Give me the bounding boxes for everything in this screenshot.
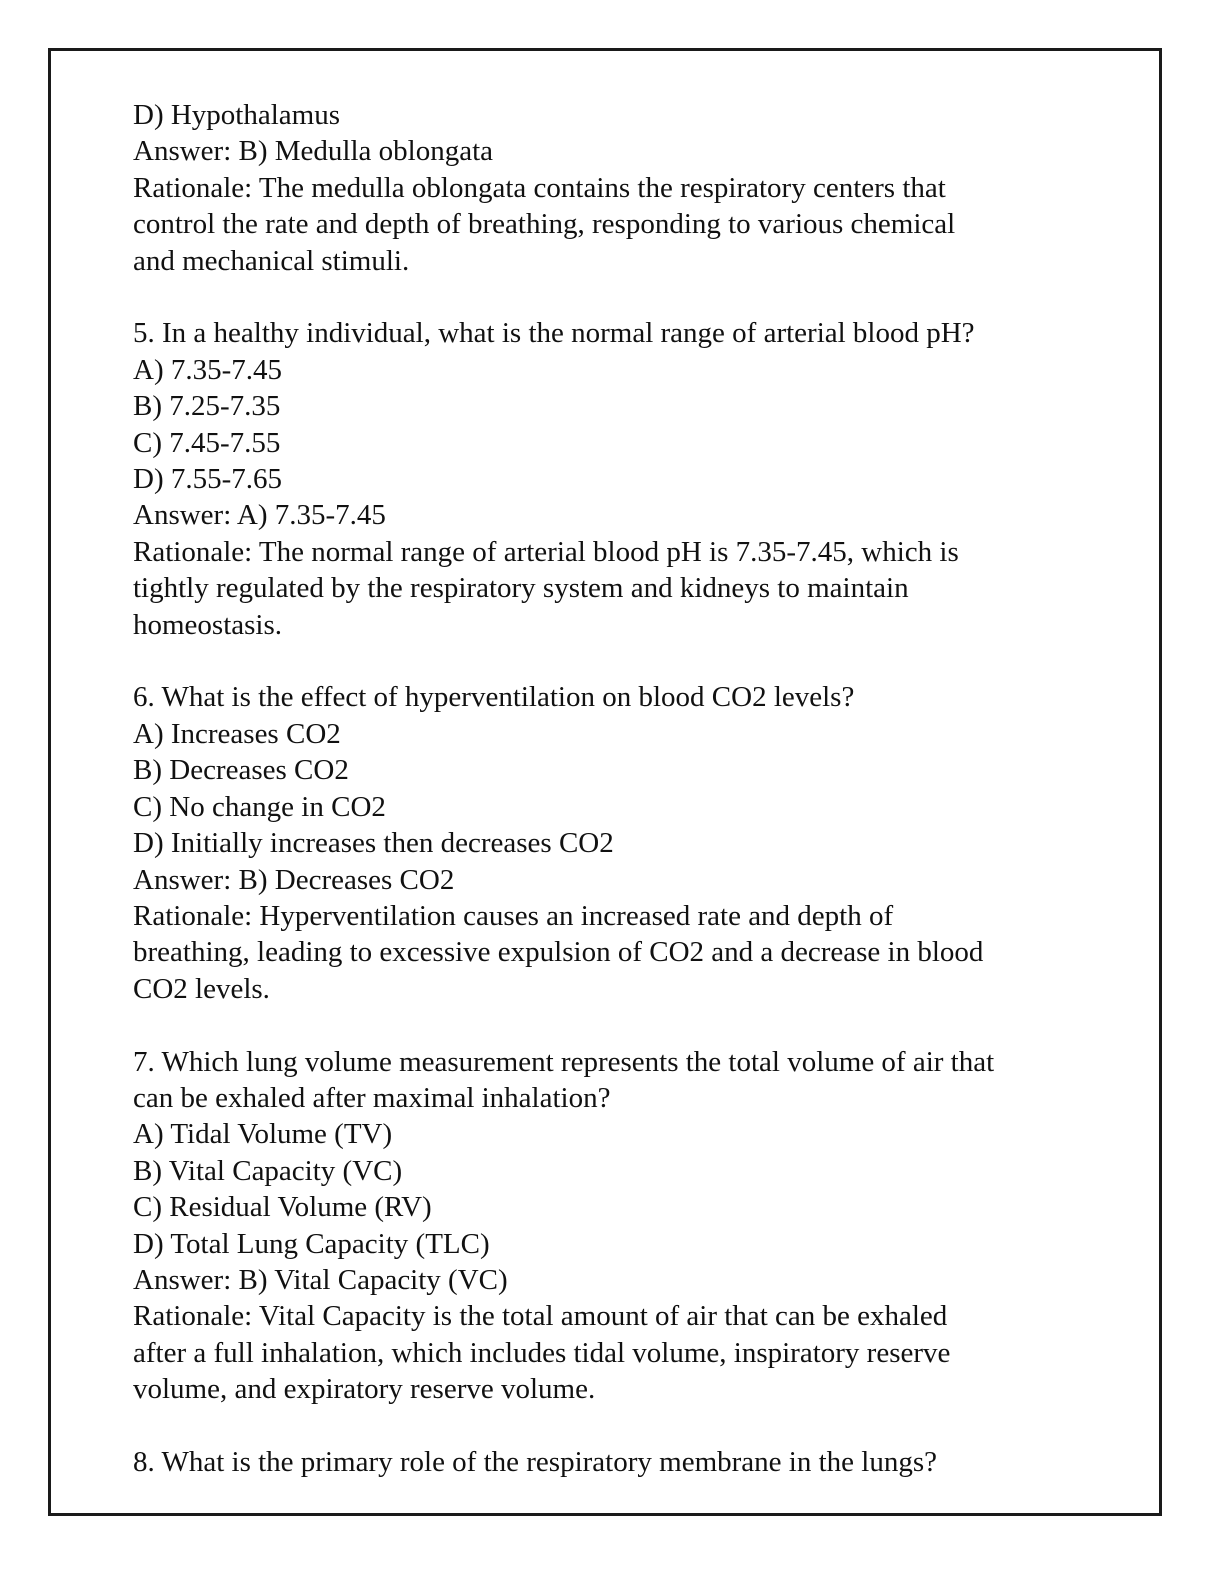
question-4-continuation [133, 97, 1093, 279]
rationale-line: tightly regulated by the respiratory system and kidneys to maintain [133, 572, 909, 605]
question-6 [133, 679, 1093, 1007]
rationale-line: Rationale: Vital Capacity is the total amount of air that can be exhaled [133, 1300, 948, 1333]
question-text: can be exhaled after maximal inhalation? [133, 1081, 611, 1114]
paragraph-gap [133, 1408, 1093, 1444]
answer: Answer: B) Vital Capacity (VC) [133, 1263, 508, 1296]
rationale-line: CO2 levels. [133, 972, 270, 1005]
document-body [133, 97, 1093, 1480]
rationale-line: breathing, leading to excessive expulsion of CO2 and a decrease in blood [133, 936, 984, 969]
rationale-line: Rationale: The normal range of arterial blood pH is 7.35-7.45, which is [133, 535, 959, 568]
paragraph-gap [133, 279, 1093, 315]
answer: Answer: A) 7.35-7.45 [133, 499, 386, 532]
rationale-line: control the rate and depth of breathing, responding to various chemical [133, 208, 956, 241]
question-8 [133, 1444, 1093, 1480]
rationale-line: after a full inhalation, which includes tidal volume, inspiratory reserve [133, 1336, 951, 1369]
option-c: C) No change in CO2 [133, 790, 386, 823]
rationale-line: homeostasis. [133, 608, 283, 641]
rationale-line: Rationale: The medulla oblongata contains the respiratory centers that [133, 171, 946, 204]
answer: Answer: B) Decreases CO2 [133, 863, 455, 896]
option-b: B) Decreases CO2 [133, 754, 349, 787]
answer: Answer: B) Medulla oblongata [133, 135, 494, 168]
question-text: 6. What is the effect of hyperventilation on blood CO2 levels? [133, 681, 855, 714]
option-a: A) 7.35-7.45 [133, 353, 283, 386]
paragraph-gap [133, 643, 1093, 679]
question-text: 5. In a healthy individual, what is the normal range of arterial blood pH? [133, 317, 975, 350]
option-d: D) Hypothalamus [133, 99, 340, 131]
option-c: C) Residual Volume (RV) [133, 1191, 432, 1224]
question-7 [133, 1044, 1093, 1408]
option-d: D) Total Lung Capacity (TLC) [133, 1227, 490, 1260]
option-a: A) Tidal Volume (TV) [133, 1118, 393, 1151]
paragraph-gap [133, 1007, 1093, 1043]
rationale-line: and mechanical stimuli. [133, 244, 410, 277]
option-b: B) Vital Capacity (VC) [133, 1154, 403, 1187]
rationale-line: volume, and expiratory reserve volume. [133, 1373, 596, 1406]
question-5 [133, 315, 1093, 643]
option-d: D) Initially increases then decreases CO2 [133, 827, 614, 860]
option-a: A) Increases CO2 [133, 717, 341, 750]
option-b: B) 7.25-7.35 [133, 390, 281, 423]
option-d: D) 7.55-7.65 [133, 463, 283, 496]
rationale-line: Rationale: Hyperventilation causes an increased rate and depth of [133, 899, 894, 932]
question-text: 7. Which lung volume measurement represents the total volume of air that [133, 1045, 995, 1078]
question-text: 8. What is the primary role of the respiratory membrane in the lungs? [133, 1445, 937, 1478]
option-c: C) 7.45-7.55 [133, 426, 281, 459]
